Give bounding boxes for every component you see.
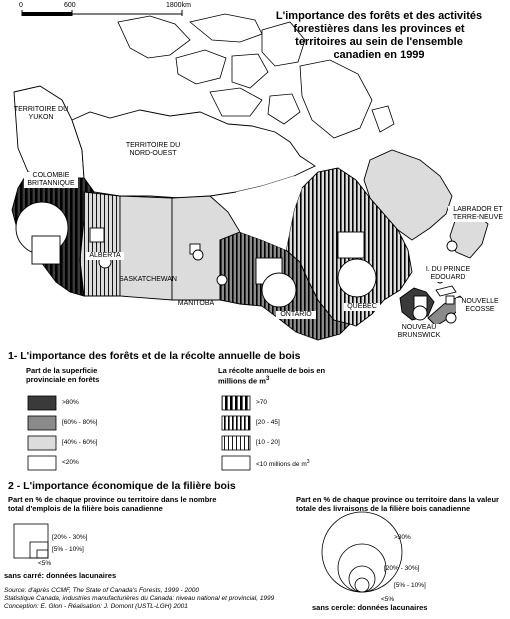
alberta-employment-square <box>90 228 104 242</box>
saskatchewan-delivery-circle <box>193 250 203 260</box>
section2-heading: 2 - L'importance économique de la filière bois <box>8 480 236 492</box>
harvest-class-4: <10 millions de $m^3$ <box>256 459 310 469</box>
region-pei <box>436 286 456 296</box>
delivery-class-1: >30% <box>394 534 411 541</box>
forest-class-3: [40% - 60%] <box>62 439 98 446</box>
harvest-class-3: [10 - 20] <box>256 439 280 446</box>
employment-class-3: <5% <box>38 560 52 567</box>
region-yukon <box>14 86 84 178</box>
forest-legend-title: Part de la superficie provinciale en forêts <box>26 366 100 384</box>
labrador-delivery-circle <box>447 241 457 251</box>
swatch-harvest-70 <box>222 396 250 410</box>
swatch-forest-20 <box>28 456 56 470</box>
quebec-employment-square <box>338 232 364 258</box>
delivery-class-3: [5% - 10%] <box>394 582 426 589</box>
ns-employment-square <box>446 296 454 304</box>
scale-label-0: 0 <box>19 2 23 9</box>
region-alberta <box>80 192 120 296</box>
label-saskatchewan: SASKATCHEWAN <box>119 276 177 283</box>
delivery-legend-circles <box>322 512 402 592</box>
swatch-forest-60-80 <box>28 416 56 430</box>
employment-class-1: [20% - 30%] <box>52 534 88 541</box>
label-manitoba: MANITOBA <box>177 300 215 307</box>
employment-note: sans carré: données lacunaires <box>4 571 117 580</box>
source-line-3: Conception: E. Glon - Réalisation: J. Domont (USTL-LGH) 2001 <box>4 603 188 610</box>
employment-legend-squares <box>14 524 48 558</box>
swatch-forest-40-60 <box>28 436 56 450</box>
scale-bar <box>22 10 182 16</box>
forest-class-2: [60% - 80%] <box>62 419 98 426</box>
nb-delivery-circle <box>413 306 427 320</box>
harvest-legend-title: La récolte annuelle de bois en millions de $m^3$ <box>218 366 326 386</box>
swatch-harvest-10-20 <box>222 436 250 450</box>
region-saskatchewan <box>120 196 172 300</box>
forest-legend-swatches <box>28 396 56 470</box>
forest-class-1: >80% <box>62 399 79 406</box>
delivery-legend-title: Part en % de chaque province ou territoire dans la valeur totale des livraisons de la filière bois canadienne <box>296 495 499 513</box>
label-bc: COLOMBIE BRITANNIQUE <box>24 172 78 188</box>
harvest-class-2: [20 - 45] <box>256 419 280 426</box>
section1-heading: 1- L'importance des forêts et de la récolte annuelle de bois <box>8 350 301 362</box>
delivery-note: sans cercle: données lacunaires <box>312 603 428 612</box>
label-quebec: QUEBEC <box>344 303 380 311</box>
label-alberta: ALBERTA <box>86 252 124 260</box>
forest-class-4: <20% <box>62 459 79 466</box>
manitoba-delivery-circle <box>217 275 227 285</box>
harvest-legend-swatches <box>222 396 250 470</box>
source-line-1: Source: d'après CCMF, The State of Canada's Forests, 1999 - 2000 <box>4 587 199 594</box>
label-ontario: ONTARIO <box>276 311 316 319</box>
label-nwt: TERRITOIRE DU NORD-OUEST <box>125 142 181 157</box>
label-labrador: LABRADOR ET TERRE-NEUVE <box>448 206 508 222</box>
delivery-class-4: <5% <box>381 596 395 603</box>
harvest-class-1: >70 <box>256 399 268 406</box>
label-pei: I. DU PRINCE EDOUARD <box>425 266 471 281</box>
scale-label-600: 600 <box>64 2 76 9</box>
quebec-delivery-circle <box>338 259 376 297</box>
ns-delivery-circle <box>446 313 456 323</box>
swatch-forest-80 <box>28 396 56 410</box>
label-yukon: TERRITOIRE DU YUKON <box>13 106 69 121</box>
delivery-class-2: [20% - 30%] <box>384 565 420 572</box>
employment-class-2: [5% - 10%] <box>52 546 84 553</box>
map-title: L'importance des forêts et des activités forestières dans les provinces et territoires au sein de l'ensemble canadien en 1999 <box>275 10 483 61</box>
label-new-brunswick: NOUVEAU BRUNSWICK <box>397 324 441 339</box>
employment-legend-title: Part en % de chaque province ou territoire dans le nombre total d'emplois de la filière bois canadienne <box>8 495 217 513</box>
swatch-harvest-20-45 <box>222 416 250 430</box>
label-nova-scotia: NOUVELLE ECOSSE <box>456 298 504 314</box>
ontario-delivery-circle <box>262 273 296 307</box>
source-line-2: Statistique Canada, industries manufacturières du Canada: niveau national et provincial, 1999 <box>4 595 275 602</box>
swatch-harvest-10 <box>222 456 250 470</box>
bc-employment-square <box>32 236 60 264</box>
scale-label-1800: 1800km <box>166 2 191 9</box>
